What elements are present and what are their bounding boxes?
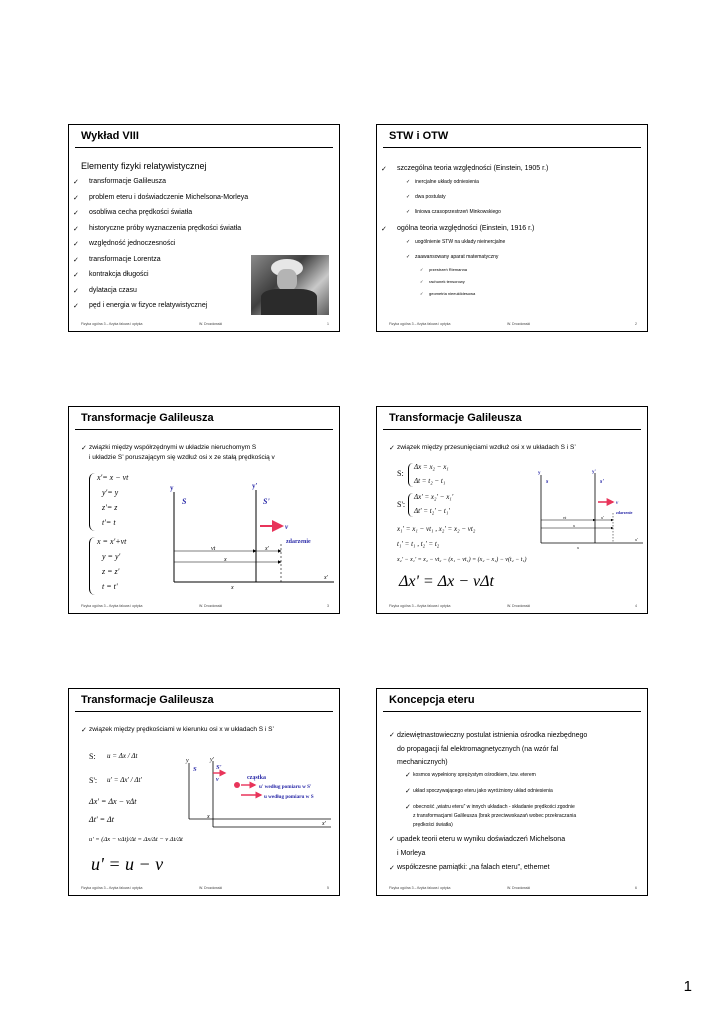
slide-2	[376, 124, 648, 332]
equation-brace-2	[89, 537, 96, 595]
yp-axis-label: y'	[252, 482, 258, 490]
equation-line: x₁' = x₁ − vt₁ , x₂' = x₂ − vt₂	[397, 525, 476, 533]
velocity-sp-label: u' według pomiaru w S'	[259, 784, 312, 790]
equation-line: t'= t	[102, 518, 116, 527]
list-item: ✓ pęd i energia w fizyce relatywistycznej	[81, 302, 248, 318]
sub-item: ✓ liniowa czasoprzestrzeń Minkowskiego	[389, 209, 548, 225]
yp-axis-label: y'	[592, 470, 596, 475]
equation-line: Δt = t₂ − t₁	[414, 477, 446, 485]
footer-course: Fizyka ogólna 3 – fizyka falowa i optyka	[389, 886, 451, 890]
slide-1	[68, 124, 340, 332]
xp-axis-label: x'	[635, 537, 638, 542]
slide-footer	[81, 604, 329, 608]
equation-line: z = z'	[102, 567, 120, 576]
sub-sub-item: ✓ rachunek tensorowy	[389, 279, 548, 291]
frame-s-label: S	[182, 497, 187, 506]
slide-subtitle: Elementy fizyki relatywistycznej	[81, 161, 207, 171]
frame-velocity-label: v	[216, 777, 219, 783]
slide-number: 2	[635, 322, 637, 326]
equation-line: t₁' = t₁ , t₂' = t₂	[397, 540, 440, 548]
equation-line: x = x'+vt	[97, 537, 127, 546]
slide-footer	[81, 886, 329, 890]
title-rule	[383, 147, 641, 148]
list-item: ✓ dylatacja czasu	[81, 287, 248, 303]
slide-footer	[81, 322, 329, 326]
equation-line: x'= x − vt	[97, 473, 129, 482]
xp-axis-label: x'	[324, 575, 328, 581]
footer-author: W. Drozdowski	[199, 322, 223, 326]
yp-axis-label: y'	[210, 757, 214, 763]
slide-footer	[389, 604, 637, 608]
frame-sp-label: S':	[89, 776, 98, 785]
title-rule	[75, 711, 333, 712]
equation-line: u' = (Δx − vΔt)/Δt = Δx/Δt − v Δt/Δt	[89, 836, 183, 843]
title-rule	[383, 711, 641, 712]
velocity-label: v	[616, 501, 619, 506]
list-item: ✓ upadek teorii eteru w wyniku doświadczeń Michelsona	[397, 833, 565, 847]
slide-number: 5	[327, 886, 329, 890]
title-rule	[383, 429, 641, 430]
y-axis-label: y	[186, 758, 189, 764]
intro-line-1: ✓ związki między współrzędnymi w układzie nieruchomym S	[89, 444, 256, 451]
vt-label: vt	[563, 515, 567, 520]
result-equation: Δx' = Δx − vΔt	[399, 573, 494, 590]
frame-sp-label: S':	[397, 500, 406, 509]
footer-author: W. Drozdowski	[199, 886, 223, 890]
slide-number: 4	[635, 604, 637, 608]
slide-title: STW i OTW	[389, 130, 449, 142]
velocity-s-label: u według pomiaru w S	[264, 794, 314, 800]
intro-line: ✓ związek między przesunięciami wzdłuż osi x w układach S i S’	[397, 444, 576, 451]
footer-course: Fizyka ogólna 3 – fizyka falowa i optyka	[81, 604, 143, 608]
x-axis-label: x	[577, 545, 579, 549]
sub-item-continuation: prędkości światła)	[413, 822, 453, 828]
result-equation: u' = u − v	[91, 854, 164, 874]
topic-list	[81, 178, 248, 318]
ether-postulate	[397, 729, 587, 770]
footer-course: Fizyka ogólna 3 – fizyka falowa i optyka	[81, 322, 143, 326]
title-rule	[75, 147, 333, 148]
intro-line-2: i układzie S’ poruszającym się wzdłuż osi x ze stałą prędkością v	[89, 454, 275, 461]
sub-sub-item: ✓ geometria nieeuklidesowa	[389, 291, 548, 303]
frame-s-label: S:	[89, 752, 96, 761]
list-item: ✓ transformacje Lorentza	[81, 256, 248, 272]
velocity-diagram	[181, 757, 337, 837]
equation-line: Δt' = Δt	[89, 815, 114, 824]
sub-item: ✓ zaawansowany aparat matematyczny	[389, 254, 548, 267]
sub-item: ✓ inercjalne układy odniesienia	[389, 179, 548, 194]
ether-details	[413, 771, 576, 830]
footer-course: Fizyka ogólna 3 – fizyka falowa i optyka	[389, 322, 451, 326]
xp-label: x'	[601, 515, 604, 520]
equation-line: Δx' = x₂' − x₁'	[414, 493, 454, 501]
theory-list	[389, 165, 548, 303]
xp-label: x'	[265, 546, 269, 552]
list-item-continuation: mechanicznych)	[397, 759, 448, 766]
slide-footer	[389, 886, 637, 890]
list-item: ✓ problem eteru i doświadczenie Michelsona-Morleya	[81, 194, 248, 210]
slide-number: 3	[327, 604, 329, 608]
frame-sp-label: S'	[263, 497, 270, 506]
list-item-continuation: do propagacji fal elektromagnetycznych (na wzór fal	[397, 745, 559, 753]
list-item: ✓ dziewiętnastowieczny postulat istnienia ośrodka niezbędnego	[397, 729, 587, 743]
slide-number: 6	[635, 886, 637, 890]
event-label: zdarzenie	[616, 510, 633, 515]
frame-s-label: S:	[397, 469, 404, 478]
y-axis-label: y	[170, 484, 174, 492]
page-number: 1	[683, 978, 692, 995]
slide-footer	[389, 322, 637, 326]
equation-line: y'= y	[102, 488, 119, 497]
x-label: x	[224, 557, 227, 563]
frame-sp-label: s'	[600, 479, 605, 485]
list-item: ✓ transformacje Galileusza	[81, 178, 248, 194]
slide-title: Koncepcja eteru	[389, 694, 475, 706]
equation-brace-1	[89, 473, 96, 531]
sub-sub-item: ✓ przestrzeń Riemanna	[389, 267, 548, 279]
sub-item: ✓ dwa postulaty	[389, 194, 548, 209]
ether-downfall	[397, 833, 565, 860]
x-label: x	[573, 523, 575, 528]
sub-item-continuation: z transformacjami Galileusza (brak przeciwwskazań wobec przekraczania	[413, 813, 577, 819]
list-item: ✓ współczesne pamiątki: „na falach eteru”, ethernet	[397, 864, 550, 871]
slide-number: 1	[327, 322, 329, 326]
particle-label: cząstka	[247, 775, 266, 781]
footer-author: W. Drozdowski	[199, 604, 223, 608]
slide-title: Transformacje Galileusza	[81, 412, 214, 424]
frame-s-label: s	[546, 479, 549, 485]
list-item: ✓ osobliwa cecha prędkości światła	[81, 209, 248, 225]
footer-author: W. Drozdowski	[507, 604, 531, 608]
list-item: ✓ względność jednoczesności	[81, 240, 248, 256]
event-label: zdarzenie	[286, 539, 311, 545]
slide-6	[376, 688, 648, 896]
equation-line: Δx' = Δx − vΔt	[89, 797, 137, 806]
slide-title: Wykład VIII	[81, 130, 139, 142]
equation-line: t = t'	[102, 582, 118, 591]
footer-author: W. Drozdowski	[507, 322, 531, 326]
footer-author: W. Drozdowski	[507, 886, 531, 890]
xp-axis-label: x'	[322, 821, 326, 827]
slide-5	[68, 688, 340, 896]
slide-3	[68, 406, 340, 614]
slide-title: Transformacje Galileusza	[81, 694, 214, 706]
list-item-continuation: i Morleya	[397, 849, 426, 857]
x-axis-label: x	[231, 585, 234, 591]
sub-item: ✓ obecność „wiatru eteru” w innych układach - składanie prędkości zgodnie	[413, 803, 576, 812]
list-item: ✓ historyczne próby wyznaczenia prędkości światła	[81, 225, 248, 241]
velocity-equation: u = Δx / Δt	[107, 752, 138, 760]
y-axis-label: y	[538, 471, 541, 476]
equation-line: z'= z	[102, 503, 118, 512]
velocity-equation-prime: u' = Δx' / Δt'	[107, 776, 142, 784]
frame-s-label: S	[193, 766, 197, 773]
list-item: ✓ kontrakcja długości	[81, 271, 248, 287]
equation-line: x₂' − x₁' = x₂ − vt₂ − (x₁ − vt₁) = (x₂ − x₁) − v(t₂ − t₁)	[397, 557, 527, 563]
list-item: ✓ szczególna teoria względności (Einstein, 1905 r.)	[389, 165, 548, 179]
einstein-photo	[251, 255, 329, 315]
frame-sp-label: S'	[216, 764, 222, 771]
footer-course: Fizyka ogólna 3 – fizyka falowa i optyka	[389, 604, 451, 608]
sub-item: ✓ kosmos wypełniony sprężystym ośrodkiem, tzw. eterem	[413, 771, 576, 787]
slide-4	[376, 406, 648, 614]
sub-item: ✓ uogólnienie STW na układy nieinercjalne	[389, 239, 548, 254]
sub-item: ✓ układ spoczywającego eteru jako wyróżniony układ odniesienia	[413, 787, 576, 803]
footer-course: Fizyka ogólna 3 – fizyka falowa i optyka	[81, 886, 143, 890]
equation-line: Δx = x₂ − x₁	[414, 463, 449, 471]
vt-label: vt	[211, 546, 216, 552]
list-item: ✓ ogólna teoria względności (Einstein, 1916 r.)	[389, 225, 548, 239]
slide-title: Transformacje Galileusza	[389, 412, 522, 424]
intro-line: ✓ związek między prędkościami w kierunku osi x w układach S i S’	[89, 726, 274, 733]
velocity-label: v	[285, 523, 289, 531]
galilean-frames-diagram	[164, 482, 339, 592]
equation-line: Δt' = t₂' − t₁'	[414, 507, 450, 515]
displacement-diagram	[533, 469, 645, 549]
x-axis-label: x	[207, 814, 210, 820]
equation-line: y = y'	[102, 552, 121, 561]
title-rule	[75, 429, 333, 430]
